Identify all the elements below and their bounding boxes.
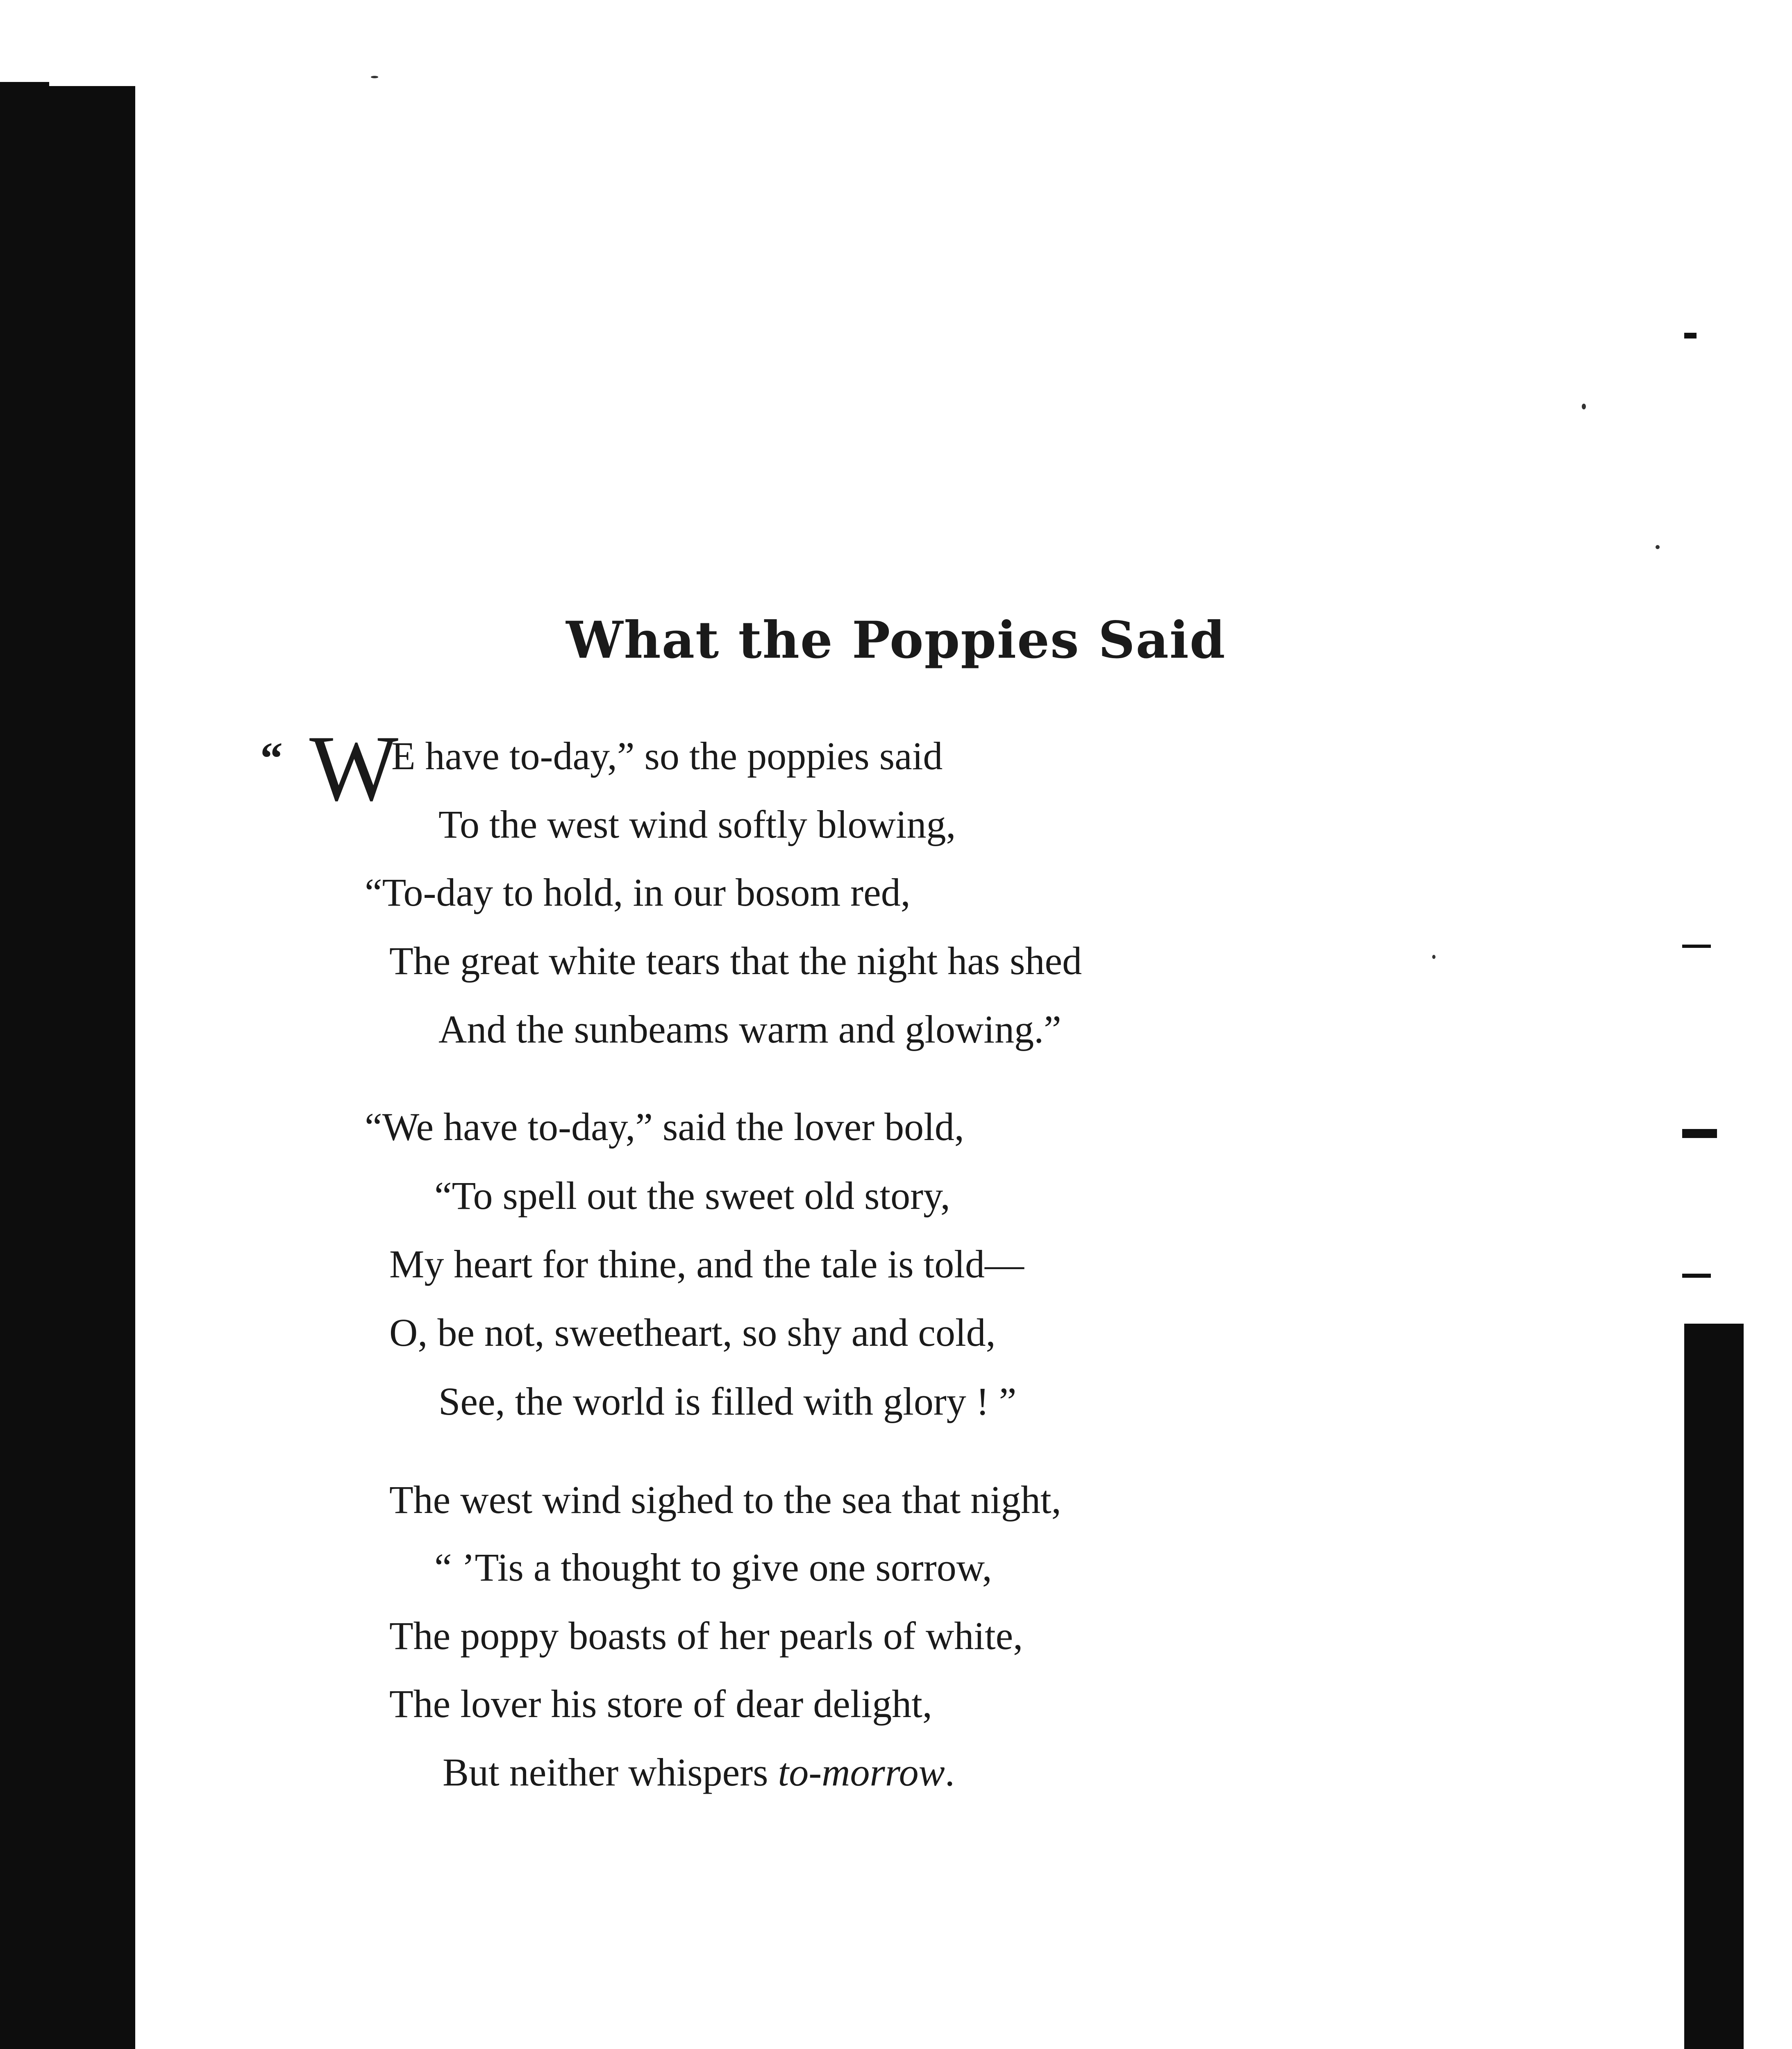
- verse-line: E have to-day,” so the poppies said: [391, 734, 943, 778]
- verse-line: The west wind sighed to the sea that night,: [389, 1478, 1061, 1522]
- poem-title: What the Poppies Said: [566, 611, 1226, 670]
- verse-line: “ ’Tis a thought to give one sorrow,: [434, 1545, 992, 1589]
- verse-line-last: [443, 1748, 955, 1797]
- scan-mark: [1682, 1274, 1711, 1278]
- scan-speck: [1432, 955, 1435, 959]
- verse-line: “To-day to hold, in our bosom red,: [365, 870, 911, 914]
- drop-cap: W: [309, 716, 399, 820]
- verse-line: “To spell out the sweet old story,: [434, 1174, 950, 1218]
- verse-line: See, the world is filled with glory ! ”: [438, 1379, 1017, 1423]
- verse-line: My heart for thine, and the tale is told—: [389, 1242, 1024, 1286]
- verse-line: “We have to-day,” said the lover bold,: [365, 1105, 964, 1149]
- verse-line: And the sunbeams warm and glowing.”: [438, 1007, 1061, 1051]
- opening-quote: “: [260, 733, 283, 783]
- scan-mark: [1682, 1129, 1717, 1138]
- last-line-italic: to-morrow: [778, 1750, 945, 1794]
- binding-shadow: [0, 86, 135, 2049]
- verse-line: To the west wind softly blowing,: [438, 802, 956, 846]
- verse-line: The great white tears that the night has shed: [389, 939, 1082, 983]
- verse-line: The lover his store of dear delight,: [389, 1682, 932, 1726]
- last-line-suffix: .: [945, 1750, 955, 1794]
- scan-speck: [371, 76, 378, 78]
- right-edge-shadow: [1684, 1324, 1744, 2049]
- verse-line: O, be not, sweetheart, so shy and cold,: [389, 1311, 996, 1354]
- scan-mark: [1682, 945, 1711, 948]
- last-line-prefix: But neither whispers: [443, 1750, 778, 1794]
- verse-line: The poppy boasts of her pearls of white,: [389, 1614, 1023, 1658]
- scan-mark: [1684, 333, 1697, 338]
- scan-speck: [1582, 404, 1586, 409]
- scan-speck: [1656, 545, 1660, 549]
